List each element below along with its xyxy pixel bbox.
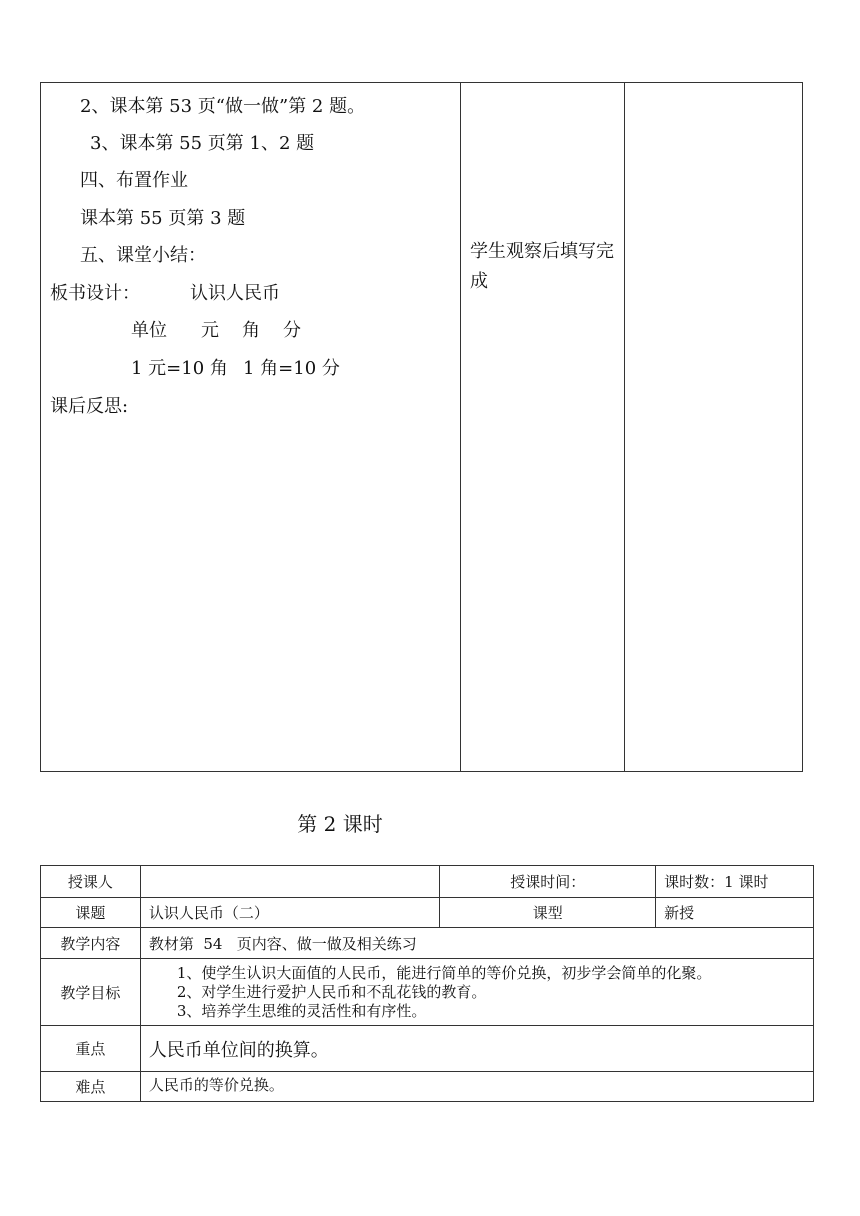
time-label: 授课时间： (440, 866, 656, 898)
lesson-line: 四、布置作业 (80, 170, 188, 191)
type-value: 新授 (656, 898, 814, 928)
goal-item: 3、培养学生思维的灵活性和有序性。 (176, 1001, 427, 1020)
goal-item: 1、使学生认识大面值的人民币，能进行简单的等价兑换，初步学会简单的化聚。 (176, 963, 712, 982)
lesson-line: 3、课本第 55 页第 1、2 题 (90, 133, 315, 154)
unit-yuan: 元 (201, 320, 219, 341)
board-design-label: 板书设计： (50, 283, 140, 304)
teacher-value (140, 866, 440, 898)
lesson-line: 2、课本第 53 页“做一做”第 2 题。 (80, 96, 366, 117)
student-activity: 学生观察后填写完成 (470, 241, 614, 292)
goal-item: 2、对学生进行爱护人民币和不乱花钱的教育。 (176, 982, 487, 1001)
column-divider (624, 82, 625, 772)
table-row (41, 959, 814, 1026)
conversion-yuan-jiao: 1 元=10 角 (131, 358, 228, 379)
table-row (41, 898, 814, 928)
difficulty-value: 人民币的等价兑换。 (140, 1072, 813, 1102)
conversion-jiao-fen: 1 角=10 分 (243, 358, 340, 379)
table-row (41, 866, 814, 898)
lesson-line: 五、课堂小结： (80, 245, 206, 266)
type-label: 课型 (440, 898, 656, 928)
table-row (41, 928, 814, 959)
table-row (41, 1072, 814, 1102)
content-label: 教学内容 (41, 928, 141, 959)
topic-label: 课题 (41, 898, 141, 928)
section-heading: 第 2 课时 (297, 812, 383, 836)
periods-value: 课时数：1 课时 (656, 866, 814, 898)
goals-cell (140, 959, 813, 1026)
content-value: 教材第 54 页内容、做一做及相关练习 (140, 928, 813, 959)
lesson-info-table (40, 865, 814, 1102)
lesson-line: 课本第 55 页第 3 题 (80, 208, 246, 229)
key-value: 人民币单位间的换算。 (140, 1026, 813, 1072)
unit-jiao: 角 (242, 320, 260, 341)
goals-label: 教学目标 (41, 959, 141, 1026)
unit-label: 单位 (131, 320, 167, 341)
reflection-label: 课后反思: (50, 396, 129, 417)
board-design-title: 认识人民币 (190, 283, 280, 304)
difficulty-label: 难点 (41, 1072, 141, 1102)
unit-fen: 分 (283, 320, 301, 341)
topic-value: 认识人民币（二） (140, 898, 440, 928)
teacher-label: 授课人 (41, 866, 141, 898)
column-divider (460, 82, 461, 772)
table-row (41, 1026, 814, 1072)
key-label: 重点 (41, 1026, 141, 1072)
